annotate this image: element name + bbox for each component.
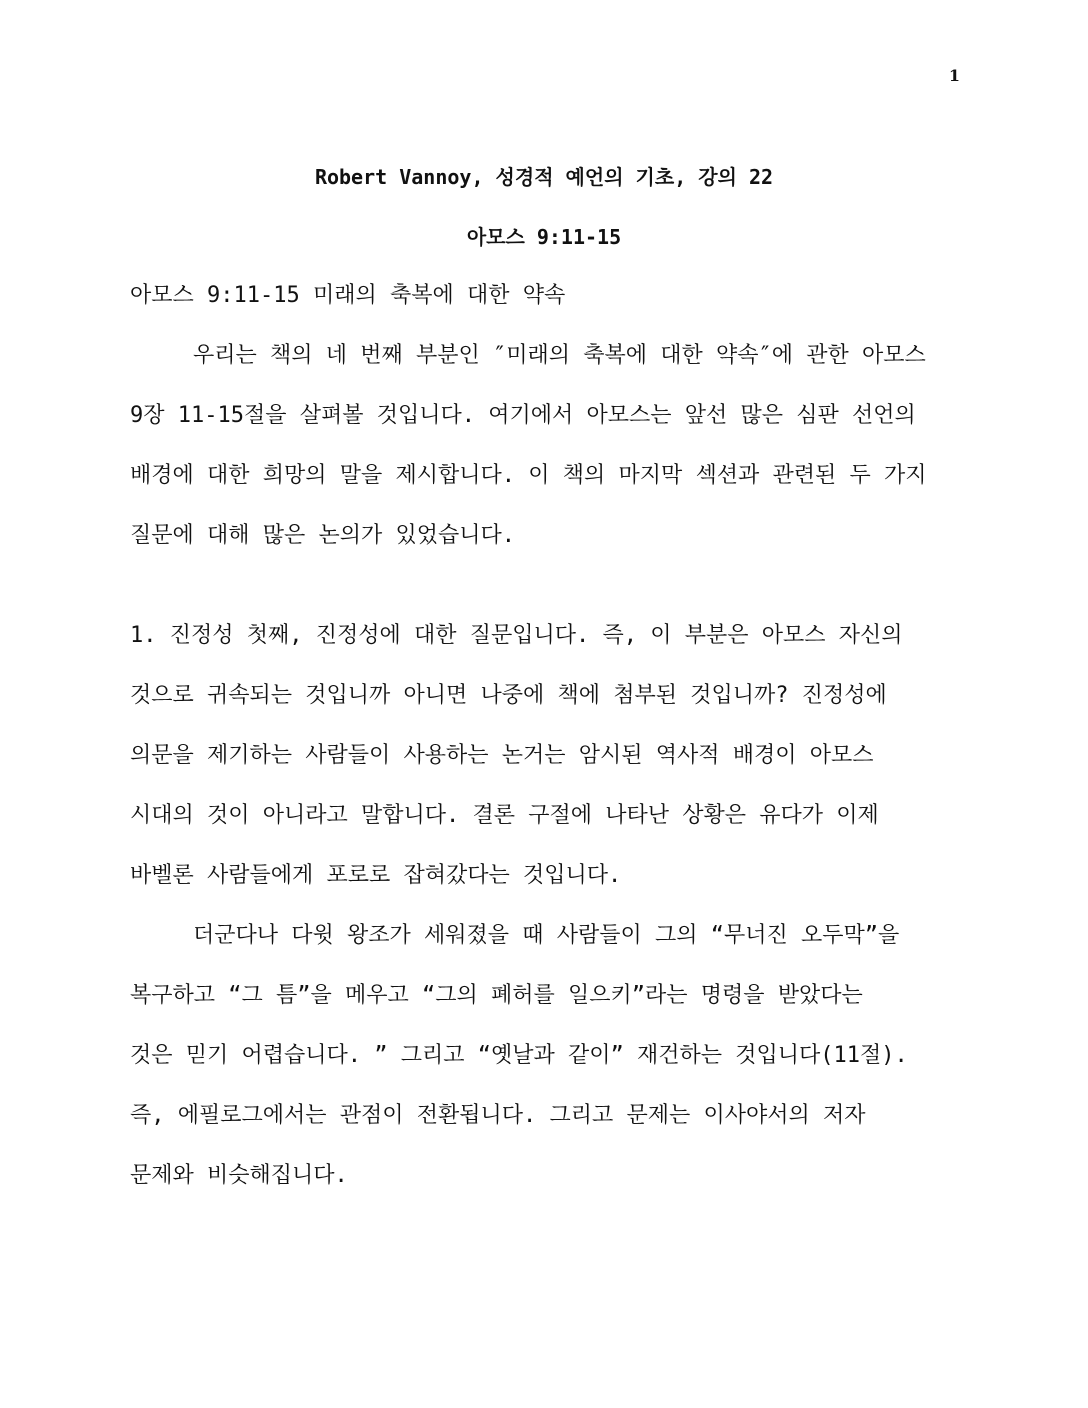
paragraph-3-line-1: 더군다나 다윗 왕조가 세워졌을 때 사람들이 그의 “무너진 오두막”을 (193, 923, 900, 948)
paragraph-3-line-3: 것은 믿기 어렵습니다. ” 그리고 “옛날과 같이” 재건하는 것입니다(11절). (130, 1043, 908, 1068)
body-text-bottom (130, 606, 960, 1206)
paragraph-2-line-3: 의문을 제기하는 사람들이 사용하는 논거는 암시된 역사적 배경이 아모스 (130, 743, 874, 768)
paragraph-1-line-2: 9장 11-15절을 살펴볼 것입니다. 여기에서 아모스는 앞선 많은 심판 선언의 (130, 403, 916, 428)
paragraph-2-line-4: 시대의 것이 아니라고 말합니다. 결론 구절에 나타난 상황은 유다가 이제 (130, 803, 879, 828)
paragraph-3-line-5: 문제와 비슷해집니다. (130, 1163, 348, 1188)
paragraph-1-line-3: 배경에 대한 희망의 말을 제시합니다. 이 책의 마지막 섹션과 관련된 두 가지 (130, 463, 927, 488)
body-text-top (130, 266, 960, 566)
page-number: 1 (948, 66, 960, 85)
paragraph-1-line-1: 우리는 책의 네 번째 부분인 ″미래의 축복에 대한 약속″에 관한 아모스 (193, 343, 926, 368)
paragraph-2-line-5: 바벨론 사람들에게 포로로 잡혀갔다는 것입니다. (130, 863, 622, 888)
paragraph-2-line-2: 것으로 귀속되는 것입니까 아니면 나중에 책에 첨부된 것입니까? 진정성에 (130, 683, 887, 708)
paragraph-1-line-4: 질문에 대해 많은 논의가 있었습니다. (130, 523, 516, 548)
paragraph-3-line-4: 즉, 에필로그에서는 관점이 전환됩니다. 그리고 문제는 이사야서의 저자 (130, 1103, 866, 1128)
document-title: Robert Vannoy, 성경적 예언의 기초, 강의 22 (314, 165, 774, 189)
document-subtitle: 아모스 9:11-15 (466, 225, 622, 249)
paragraph-2-line-1: 1. 진정성 첫째, 진정성에 대한 질문입니다. 즉, 이 부분은 아모스 자신의 (130, 623, 903, 648)
section-heading: 아모스 9:11-15 미래의 축복에 대한 약속 (130, 283, 566, 308)
paragraph-3-line-2: 복구하고 “그 틈”을 메우고 “그의 폐허를 일으키”라는 명령을 받았다는 (130, 983, 863, 1008)
